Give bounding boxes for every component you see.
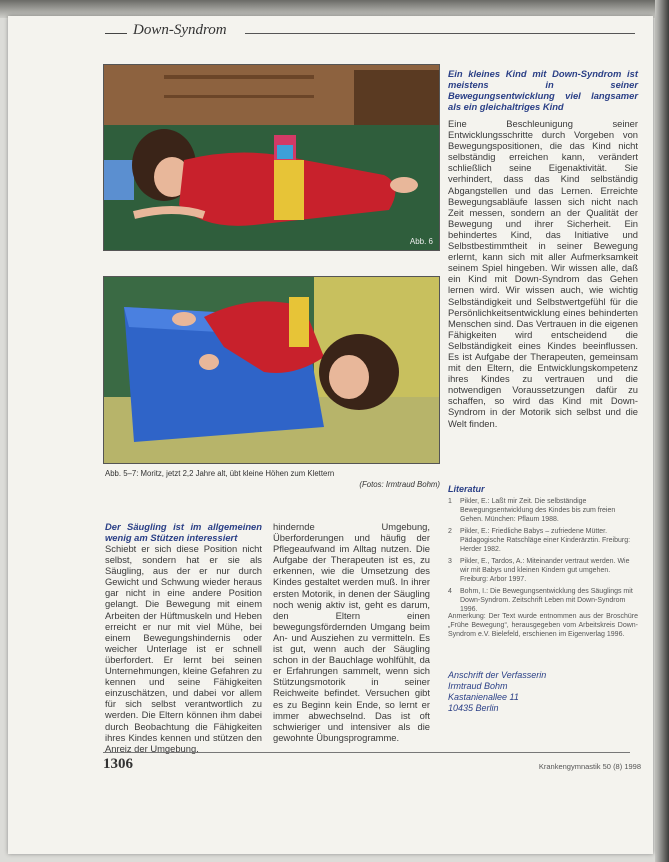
literature-item-text: Pikler, E.: Friedliche Babys – zufriedene Mütter. Pädagogische Ratschläge einer Kinderärztin. Freiburg: Herder 1982. xyxy=(460,528,631,553)
running-header xyxy=(105,22,635,46)
figure-photo-prone-child xyxy=(103,64,440,251)
literature-item xyxy=(448,527,638,554)
address-line: 10435 Berlin xyxy=(448,703,499,713)
article-column-middle xyxy=(273,521,430,743)
journal-reference: Krankengymnastik 50 (8) 1998 xyxy=(538,762,641,771)
photo2-illustration xyxy=(104,277,439,463)
header-rule-left xyxy=(105,33,127,34)
middle-column-body: hindernde Umgebung, Überforderungen und häufig der Pflegeaufwand im Alltag nutzen. Die Aufgabe der Therapeuten ist es, zu erkennen, wie die Umsetzung des Kindes gestaltet werden muß. In ihrer ersten Motorik, in denen der Säugling noch wenig aktiv ist, geht es darum, den Eltern einen bewegungsfördernden Umgang beim An- und Ausziehen zu vermitteln. Es ist gut, wenn auch der Säugling schon in der Bauchlage wohlfühlt, da er Erfahrungen sammelt, wenn sich Stützungsmotorik in seiner Reichweite befindet. Versuchen gibt es zu Beginn kein Ende, so lernt er immer abwechselnd. Das ist oft schwieriger und intensiver als die gewohnte Übungsprogramme. xyxy=(273,521,430,743)
page-number: 1306 xyxy=(103,756,133,772)
literature-note: Anmerkung: Der Text wurde entnommen aus der Broschüre „Frühe Bewegung“, herausgegeben vom Arbeitskreis Down-Syndrom e.V. Bielefeld, erschienen im Eigenverlag 1996. xyxy=(448,613,638,638)
right-column-body: Eine Beschleunigung seiner Entwicklungsschritte durch Vorgeben von Bewegungspositionen, die das Kind nicht selbständig erreichen kann, verändert schließlich seine Eigenaktivität. Sie verhindert, dass das Kind selbständig Abgangstellen und das Lernen. Erreichte Bewegungsabläufe lassen sich nicht nach Zeit messen, sondern an der Qualität der Bewegung und ihrer Sicherheit. Ein behindertes Kind, das Initiative und Selbstbestimmtheit in seiner Bewegung erlernt, kann sich mit aller Aufmerksamkeit seinem Spiel hingeben. Wir wissen alle, daß ein Kind mit Down-Syndrom das Gehen lernen wird. Wir wissen auch, wie wichtig Selbständigkeit und Selbstwertgefühl für die Persönlichkeitsentwicklung eines behinderten Menschen sind. Das Vertrauen in die eigenen Fähigkeiten wird entscheidend die Selbständigkeit eines Kindes beeinflussen. Es ist Aufgabe der Therapeuten, gemeinsam mit den Eltern, die Entwicklungskompetenz ihres Kindes zu vertrauen und die notwendigen Voraussetzungen dafür zu schaffen, so wird das Kind mit Down-Syndrom in der Motorik sich selbst und die Welt finden. xyxy=(448,118,638,429)
literature-item xyxy=(448,557,638,584)
scan-edge-right xyxy=(655,0,669,862)
literature-item xyxy=(448,497,638,524)
literature-item-number: 4 xyxy=(448,588,452,595)
article-column-left xyxy=(105,521,262,754)
article-column-right xyxy=(448,68,638,429)
literature-item-text: Bohm, I.: Die Bewegungsentwicklung des Säuglings mit Down-Syndrom. Zeitschrift Leben mit Down-Syndrom 1996. xyxy=(460,588,633,613)
running-header-title: Down-Syndrom xyxy=(133,22,227,38)
author-address xyxy=(448,670,638,714)
photo1-label: Abb. 6 xyxy=(409,237,433,246)
right-column-heading: Ein kleines Kind mit Down-Syndrom ist meistens in seiner Bewegungsentwicklung viel langsamer als ein gleichaltriges Kind xyxy=(448,68,638,112)
header-rule-right xyxy=(245,33,635,34)
address-line: Anschrift der Verfasserin xyxy=(448,670,547,680)
left-column-heading: Der Säugling ist im allgemeinen wenig am Stützen interessiert xyxy=(105,521,262,543)
address-line: Kastanienallee 11 xyxy=(448,692,519,702)
left-column-body: Schiebt er sich diese Position nicht selbst, sondern hat er sie als Säugling, aus der er nur durch Gewicht und Schwung wieder heraus gar nicht in eine andere Position gelangt. Die Bewegung mit einem Arbeiten der Hüftmuskeln und Heben erreicht er nur mit viel Mühe, bei einem Bewegungshindernis oder weicher Unterlage ist er schnell überfordert. Er lernt bei seinen Unternehmungen, kleine Gefahren zu kennen und seine Fähigkeiten einzuschätzen, und dabei vor allem für sich selbst verantwortlich zu werden. Die Eltern können ihm dabei durch Beobachtung die Fähigkeiten ihres Kindes kennen und stützen den Anreiz der Umgebung. xyxy=(105,543,262,754)
footer-rule xyxy=(103,752,630,753)
literature-item xyxy=(448,587,638,614)
caption-text: Abb. 5–7: Moritz, jetzt 2,2 Jahre alt, übt kleine Höhen zum Klettern xyxy=(105,469,335,478)
literature-item-number: 3 xyxy=(448,558,452,565)
literature-item-text: Pikler, E.: Laßt mir Zeit. Die selbständige Bewegungsentwicklung des Kindes bis zum freien Gehen. München: Pflaum 1988. xyxy=(460,498,616,523)
literature-item-text: Pikler, E., Tardos, A.: Miteinander vertraut werden. Wie wir mit Babys und kleinen Kindern gut umgehen. Freiburg: Arbor 1997. xyxy=(460,558,630,583)
figure-photo-climbing-child xyxy=(103,276,440,464)
literature-heading: Literatur xyxy=(448,484,485,494)
literature-list xyxy=(448,497,638,617)
figure-caption xyxy=(105,468,440,490)
caption-photo-credit: (Fotos: Irmtraud Bohm) xyxy=(359,480,440,489)
photo1-illustration xyxy=(104,65,439,250)
literature-item-number: 2 xyxy=(448,528,452,535)
address-line: Irmtraud Bohm xyxy=(448,681,508,691)
literature-item-number: 1 xyxy=(448,498,452,505)
